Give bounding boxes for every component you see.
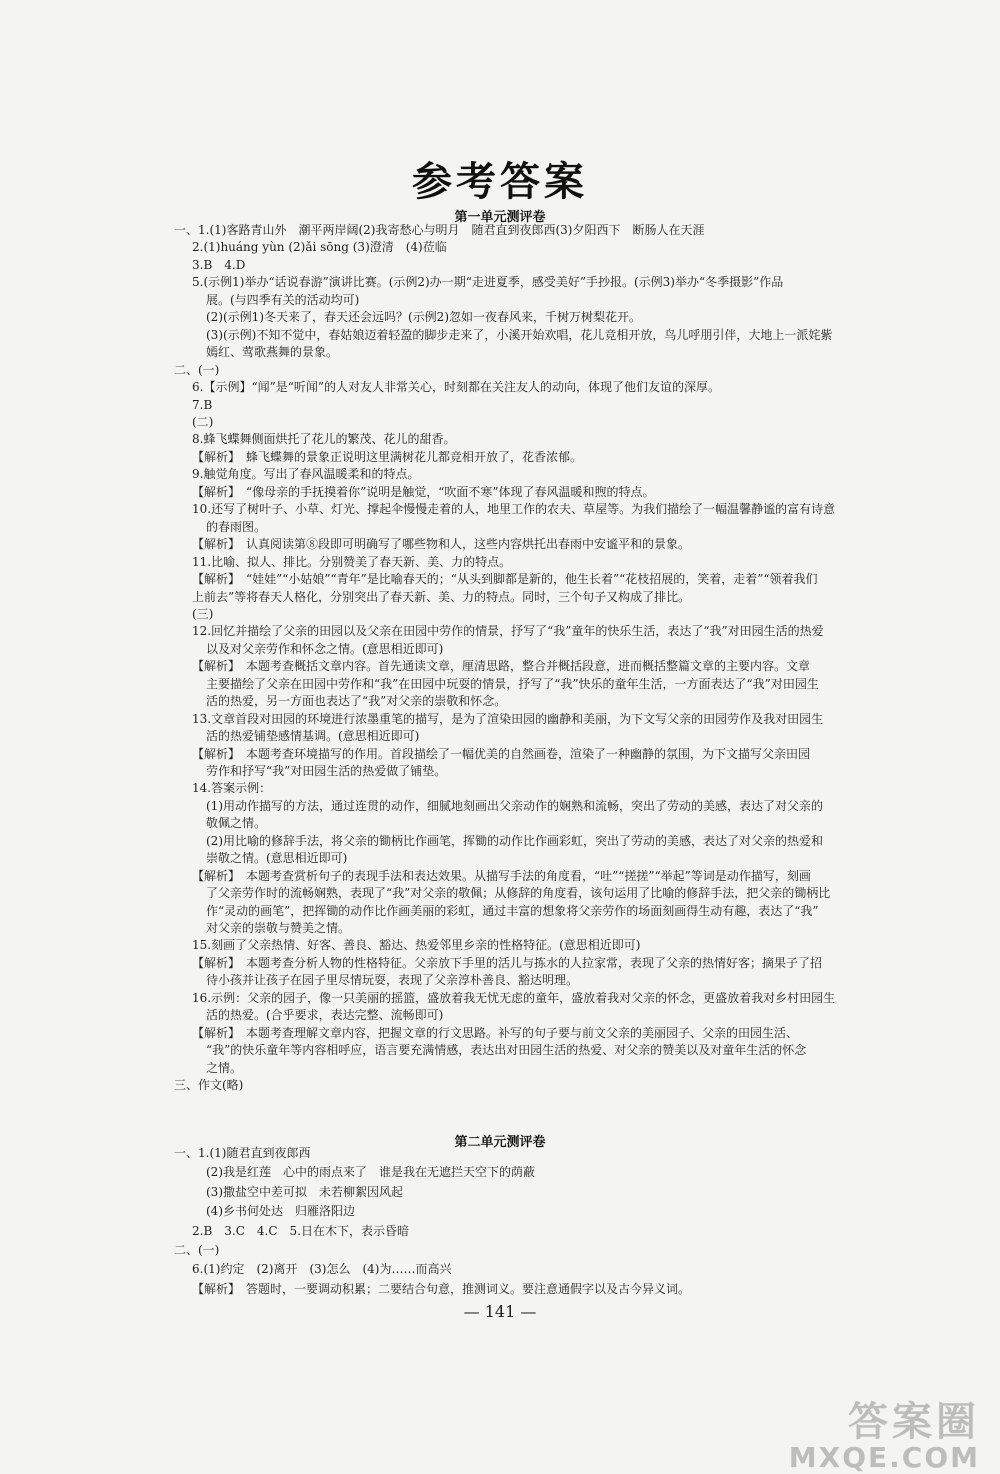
unit1-answer-line: 【解析】 本题考查理解文章内容，把握文章的行文思路。补写的句子要与前文父亲的美丽园子、父亲的田园生活、 [192,1025,799,1040]
unit1-answer-line: 敬佩之情。 [206,816,267,831]
unit1-answer-line: 【解析】 “娃娃”“小姑娘”“青年”是比喻春天的；“从头到脚都是新的，他生长着”“花枝招展的，笑着，走着”“领着我们 [192,572,818,586]
unit1-answer-line: 16.示例：父亲的园子，像一只美丽的摇篮，盛放着我无忧无虑的童年，盛放着我对父亲的怀念，更盛放着我对乡村田园生 [192,990,836,1005]
unit2-answer-line: (3)撒盐空中差可拟 未若柳絮因风起 [206,1184,403,1199]
unit1-answer-line: 【解析】 本题考查概括文章内容。首先通读文章，厘清思路，整合并概括段意，进而概括整篇文章的主要内容。文章 [192,659,811,674]
unit1-answer-line: 嫣红、莺歌燕舞的景象。 [206,345,339,360]
unit1-answer-line: 7.B [192,397,213,412]
unit1-answer-line: 8.蜂飞蝶舞侧面烘托了花儿的繁茂、花儿的甜香。 [192,432,456,447]
page-title: 参考答案 [412,159,588,205]
unit1-answer-line: 活的热爱，另一方面也表达了“我”对父亲的崇敬和怀念。 [206,694,507,709]
unit2-answer-line: 二、(一) [174,1243,220,1257]
unit1-answer-line: 展。(与四季有关的活动均可) [206,292,360,307]
unit1-answer-line: 崇敬之情。(意思相近即可) [206,851,348,866]
watermark-top-text: 答案圈 [848,1399,980,1445]
unit1-answer-line: (1)用动作描写的方法，通过连贯的动作，细腻地刻画出父亲动作的娴熟和流畅，突出了劳动的美感，表达了对父亲的 [206,798,824,813]
unit1-answer-line: 12.回忆并描绘了父亲的田园以及父亲在田园中劳作的情景，抒写了“我”童年的快乐生活，表达了“我”对田园生活的热爱 [192,624,824,639]
unit1-answer-line: 劳作和抒写“我”对田园生活的热爱做了铺垫。 [206,763,447,778]
unit1-answer-line: 对父亲的崇敬与赞美之情。 [206,921,351,935]
watermark-bottom-text: MXQE.COM [788,1441,980,1474]
unit1-answer-line: 主要描绘了父亲在田园中劳作和“我”在田园中玩耍的情景，抒写了“我”快乐的童年生活，一方面表达了“我”对田园生 [206,676,819,691]
unit1-answer-line: (2)用比喻的修辞手法，将父亲的锄柄比作画笔，挥锄的动作比作画彩虹，突出了劳动的美感，表达了对父亲的热爱和 [206,833,824,848]
unit1-answer-line: 三、作文(略) [174,1078,244,1092]
unit2-answer-line: (2)我是红莲 心中的雨点来了 谁是我在无遮拦天空下的荫蔽 [206,1165,536,1180]
unit1-answer-line: “我”的快乐童年等内容相呼应，语言要充满情感，表达出对田园生活的热爱、对父亲的赞美以及对童年生活的怀念 [206,1043,807,1058]
unit2-answer-line: 2.B 3.C 4.C 5.日在木下，表示昏暗 [192,1223,409,1238]
unit1-answer-line: (二) [192,414,214,429]
unit1-answer-line: 【解析】 认真阅读第⑧段即可明确写了哪些物和人，这些内容烘托出春雨中安谧平和的景象。 [192,537,691,552]
unit2-heading: 第二单元测评卷 [454,1135,546,1150]
unit1-answer-line: 【解析】 “像母亲的手抚摸着你”说明是触觉，“吹面不寒”体现了春风温暖和煦的特点。 [192,484,655,499]
unit1-answer-line: 15.刻画了父亲热情、好客、善良、豁达、热爱邻里乡亲的性格特征。(意思相近即可) [192,938,641,953]
unit1-answer-line: 【解析】 本题考查赏析句子的表现手法和表达效果。从描写手法的角度看，“吐”“搓搓”“举起”等词是动作描写，刻画 [192,868,811,883]
unit1-answer-line: 活的热爱铺垫感情基调。(意思相近即可) [206,729,420,743]
unit1-answer-line: 以及对父亲劳作和怀念之情。(意思相近即可) [206,641,444,656]
unit1-answer-line: 【解析】 本题考查环境描写的作用。首段描绘了一幅优美的自然画卷，渲染了一种幽静的氛围，为下文描写父亲田园 [192,746,811,761]
unit2-answer-line: 一、1.(1)随君直到夜郎西 [174,1146,311,1160]
unit1-answer-line: 6.【示例】“闻”是“听闻”的人对友人非常关心，时刻都在关注友人的动向，体现了他们友谊的深厚。 [192,380,720,394]
unit1-answer-line: 上前去”等将春天人格化，分别突出了春天新、美、力的特点。同时，三个句子又构成了排比。 [192,589,691,604]
unit1-answer-line: 了父亲劳作时的流畅娴熟，表现了“我”对父亲的敬佩；从修辞的角度看，该句运用了比喻的修辞手法，把父亲的锄柄比 [206,886,831,901]
unit1-answer-line: 9.触觉角度。写出了春风温暖柔和的特点。 [192,467,420,482]
unit1-answer-line: 作“灵动的画笔”，把挥锄的动作比作画美丽的彩虹，通过丰富的想象将父亲劳作的场面刻画得生动有趣，表达了“我” [206,903,819,918]
unit1-heading: 第一单元测评卷 [454,210,546,225]
unit1-answer-line: 活的热爱。(合乎要求，表达完整、流畅即可) [206,1008,444,1023]
unit1-answer-line: 二、(一) [174,362,220,377]
unit2-answer-line: 6.(1)约定 (2)离开 (3)怎么 (4)为……而高兴 [192,1262,452,1277]
unit1-answer-line: 14.答案示例： [192,781,272,796]
unit1-answer-line: (2)(示例1)冬天来了，春天还会远吗？(示例2)忽如一夜春风来，千树万树梨花开。 [206,310,641,325]
unit1-answer-line: 一、1.(1)客路青山外 潮平两岸阔(2)我寄愁心与明月 随君直到夜郎西(3)夕阳西下 断肠人在天涯 [174,223,705,237]
unit2-answer-line: 【解析】 答题时，一要调动积累；二要结合句意，推测词义。要注意通假字以及古今异义词。 [192,1281,691,1296]
unit1-answer-line: 的春雨图。 [206,519,267,534]
unit1-answer-line: 2.(1)huáng yùn (2)ǎi sōng (3)澄清 (4)莅临 [192,240,447,255]
unit1-answer-line: 【解析】 蜂飞蝶舞的景象正说明这里满树花儿都竞相开放了，花香浓郁。 [192,449,583,464]
unit1-answer-line: 之情。 [206,1060,243,1075]
page-number: — 141 — [463,1302,537,1321]
unit1-answer-line: (3)(示例)不知不觉中，春姑娘迈着轻盈的脚步走来了，小溪开始欢唱，花儿竞相开放，鸟儿呼朋引伴，大地上一派姹紫 [206,327,833,342]
unit1-answer-line: 【解析】 本题考查分析人物的性格特征。父亲放下手里的活儿与拣水的人拉家常，表现了父亲的热情好客；摘果子了招 [192,955,823,970]
watermark-logo [789,1390,980,1474]
unit1-answer-line: 10.还写了树叶子、小草、灯光、撑起伞慢慢走着的人，地里工作的农夫、草屋等。为我们描绘了一幅温馨静谧的富有诗意 [192,502,836,517]
unit1-answer-line: 13.文章首段对田园的环境进行浓墨重笔的描写，是为了渲染田园的幽静和美丽，为下文写父亲的田园劳作及我对田园生 [192,711,824,726]
unit1-answer-line: 11.比喻、拟人、排比。分别赞美了春天新、美、力的特点。 [192,554,512,569]
unit1-answer-line: 3.B 4.D [192,257,246,272]
unit1-answer-line: (三) [192,606,214,621]
unit1-answer-line: 5.(示例1)举办“话说春游”演讲比赛。(示例2)办一期“走进夏季，感受美好”手抄报。(示例3)举办“冬季摄影”作品 [192,275,784,290]
unit2-answer-line: (4)乡书何处达 归雁洛阳边 [206,1204,355,1219]
unit1-answer-line: 待小孩并让孩子在园子里尽情玩耍，表现了父亲淳朴善良、豁达明理。 [206,973,579,988]
